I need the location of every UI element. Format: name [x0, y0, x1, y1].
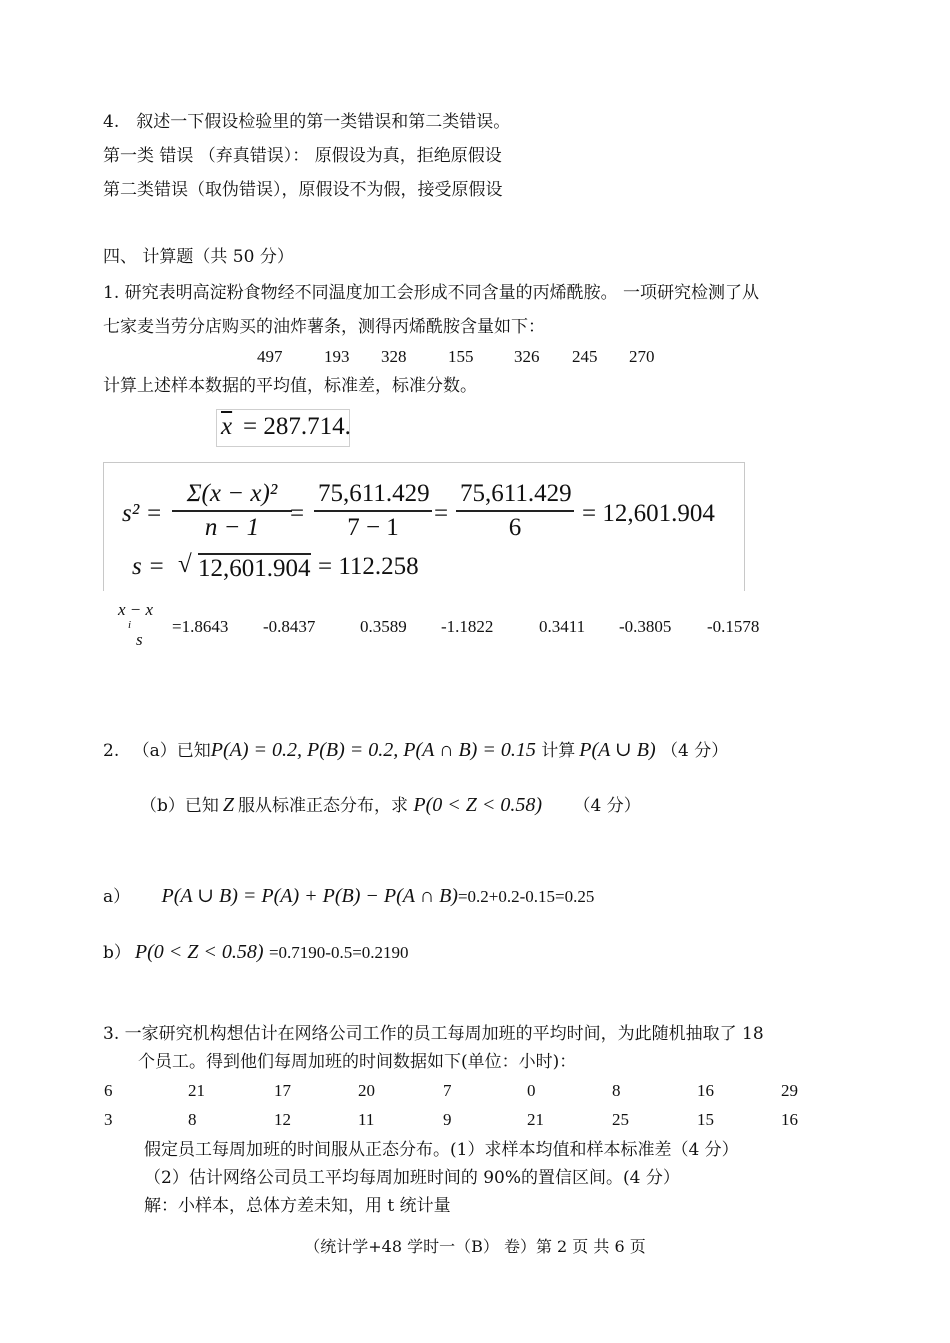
p3-value: 16: [781, 1110, 798, 1129]
q4-type2-answer: 第二类错误（取伪错误），原假设不为假，接受原假设: [103, 180, 503, 200]
zscore-value: -1.1822: [441, 617, 494, 636]
p2-answer-b-formula: P(0 < Z < 0.58): [134, 941, 264, 963]
p1-value: 328: [381, 347, 407, 366]
equals-sign: =: [434, 500, 449, 527]
sqrt-icon: √: [178, 551, 192, 578]
p2-a-task: 计算: [541, 741, 576, 761]
p2-b-var: Z: [222, 794, 235, 816]
p3-data-row-2: [0, 1110, 950, 1134]
p3-value: 0: [527, 1081, 536, 1100]
sd-lhs: s =: [132, 553, 165, 580]
variance-fraction-3: [456, 480, 574, 542]
p1-value: 193: [324, 347, 350, 366]
equals-sign: =: [290, 500, 305, 527]
zscore-value: 0.3589: [360, 617, 407, 636]
p3-line4: （2）估计网络公司员工平均每周加班时间的 90%的置信区间。(4 分）: [144, 1168, 680, 1188]
p3-value: 11: [358, 1110, 375, 1129]
zscore-value: -0.3805: [619, 617, 672, 636]
variance-denominator: 6: [508, 514, 522, 541]
p2-number: 2.: [103, 741, 120, 761]
p3-value: 29: [781, 1081, 798, 1100]
mean-value: = 287.714.: [243, 413, 351, 440]
p3-value: 20: [358, 1081, 375, 1100]
p3-value: 15: [697, 1110, 714, 1129]
p3-data-row-1: [0, 1081, 950, 1105]
section-heading: 四、 计算题（共 50 分）: [103, 247, 294, 267]
variance-numerator: Σ(x − x)²: [172, 480, 292, 512]
zscore-value: 0.3411: [539, 617, 586, 636]
zscore-values-row: [0, 617, 950, 641]
p3-value: 9: [443, 1110, 452, 1129]
p2-b-label: （b）已知: [140, 796, 219, 816]
p3-line5: 解：小样本，总体方差未知，用 t 统计量: [144, 1196, 451, 1216]
p1-line2: 七家麦当劳分店购买的油炸薯条，测得丙烯酰胺含量如下：: [103, 317, 545, 337]
p3-value: 17: [274, 1081, 291, 1100]
variance-lhs: s² =: [122, 500, 163, 527]
p2-b-target: P(0 < Z < 0.58): [413, 794, 543, 816]
variance-formula-box: [103, 462, 745, 591]
p1-values-row: [0, 347, 950, 371]
mean-xbar: $\overline{x}$: [221, 413, 233, 440]
p3-line2: 个员工。得到他们每周加班的时间数据如下(单位：小时)：: [138, 1052, 577, 1072]
p1-value: 497: [257, 347, 283, 366]
p1-value: 326: [514, 347, 540, 366]
page-footer: （统计学+48 学时一（B） 卷）第 2 页 共 6 页: [304, 1237, 646, 1256]
p3-value: 3: [104, 1110, 113, 1129]
p1-value: 155: [448, 347, 474, 366]
variance-denominator: 7 − 1: [347, 514, 399, 541]
p2-answer-b-label: b）: [103, 943, 131, 963]
variance-result: = 12,601.904: [582, 500, 715, 527]
p3-line1: 3. 一家研究机构想估计在网络公司工作的员工每周加班的平均时间，为此随机抽取了 18: [103, 1024, 764, 1044]
variance-fraction-2: [314, 480, 432, 542]
mean-formula-box: [216, 409, 350, 447]
zscore-denominator: s: [136, 630, 143, 649]
p3-value: 8: [188, 1110, 197, 1129]
p3-value: 21: [527, 1110, 544, 1129]
p2-b-points: （4 分）: [573, 796, 641, 816]
p3-value: 21: [188, 1081, 205, 1100]
p1-line1: 1. 研究表明高淀粉食物经不同温度加工会形成不同含量的丙烯酰胺。 一项研究检测了从: [103, 283, 760, 303]
p2-answer-a-label: a）: [103, 887, 131, 907]
q4-question: 4. 叙述一下假设检验里的第一类错误和第二类错误。: [103, 112, 511, 132]
p3-value: 12: [274, 1110, 291, 1129]
p2-a-target: P(A ∪ B): [579, 739, 656, 761]
variance-denominator: n − 1: [204, 514, 260, 541]
p2-answer-b: [103, 941, 409, 964]
sd-result: = 112.258: [318, 553, 419, 580]
p2-b-line: [140, 794, 641, 817]
p2-a-given: P(A) = 0.2, P(B) = 0.2, P(A ∩ B) = 0.15: [210, 739, 536, 761]
variance-numerator: 75,611.429: [456, 480, 574, 512]
p2-answer-a-calc: =0.2+0.2-0.15=0.25: [457, 887, 595, 906]
p2-a-line: [103, 739, 728, 762]
p2-b-text: 服从标准正态分布，求: [238, 796, 409, 816]
zscore-value: -0.1578: [707, 617, 760, 636]
zscore-subscript: i: [128, 619, 132, 631]
variance-numerator: 75,611.429: [314, 480, 432, 512]
p2-answer-a: [103, 885, 594, 908]
p3-value: 7: [443, 1081, 452, 1100]
p3-line3: 假定员工每周加班的时间服从正态分布。(1）求样本均值和样本标准差（4 分）: [144, 1140, 739, 1160]
p2-answer-a-formula: P(A ∪ B) = P(A) + P(B) − P(A ∩ B): [161, 885, 458, 907]
sd-radicand: 12,601.904: [198, 555, 311, 582]
p2-a-label: （a）已知: [132, 741, 211, 761]
p3-value: 8: [612, 1081, 621, 1100]
p1-task: 计算上述样本数据的平均值，标准差，标准分数。: [103, 376, 477, 396]
p1-value: 270: [629, 347, 655, 366]
p1-value: 245: [572, 347, 598, 366]
zscore-value: =1.8643: [172, 617, 229, 636]
p2-a-points: （4 分）: [661, 741, 729, 761]
p3-value: 6: [104, 1081, 113, 1100]
zscore-numerator: x − x: [118, 600, 154, 619]
zscore-value: -0.8437: [263, 617, 316, 636]
p3-value: 25: [612, 1110, 629, 1129]
p2-answer-b-calc: =0.7190-0.5=0.2190: [268, 943, 409, 962]
q4-type1-answer: 第一类 错误 （弃真错误）： 原假设为真，拒绝原假设: [103, 146, 502, 166]
variance-fraction-1: [172, 480, 292, 542]
p3-value: 16: [697, 1081, 714, 1100]
